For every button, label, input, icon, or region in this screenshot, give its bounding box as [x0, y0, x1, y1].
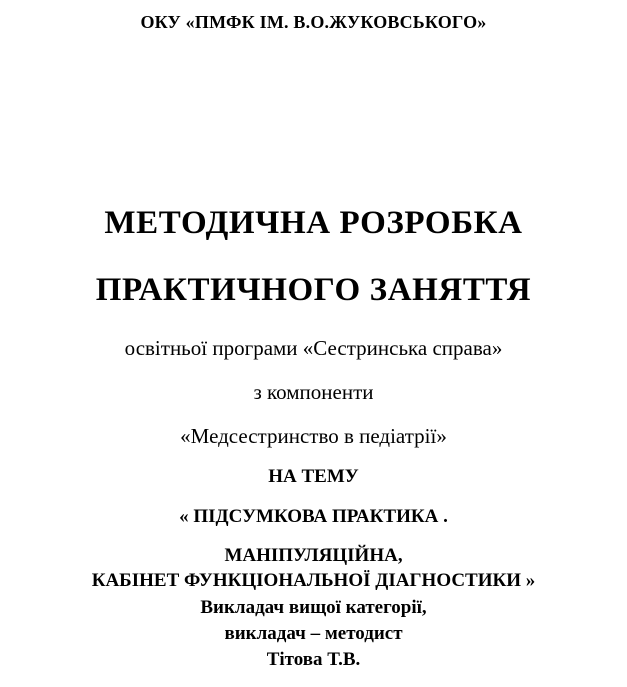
topic-line-3: КАБІНЕТ ФУНКЦІОНАЛЬНОЇ ДІАГНОСТИКИ »: [91, 570, 536, 591]
topic-line-1: « ПІДСУМКОВА ПРАКТИКА .: [179, 506, 448, 527]
discipline-name: «Медсестринство в педіатрії»: [180, 424, 447, 448]
document-title-line-2: ПРАКТИЧНОГО ЗАНЯТТЯ: [95, 272, 532, 308]
topic-line-2: МАНІПУЛЯЦІЙНА,: [224, 545, 403, 566]
author-position: Викладач вищої категорії,: [200, 597, 427, 618]
topic-label: НА ТЕМУ: [268, 466, 359, 487]
author-name: Тітова Т.В.: [266, 649, 361, 670]
document-title-line-1: МЕТОДИЧНА РОЗРОБКА: [104, 205, 523, 241]
component-label: з компоненти: [253, 380, 374, 404]
institution-header: ОКУ «ПМФК ІМ. В.О.ЖУКОВСЬКОГО»: [140, 12, 487, 32]
author-role: викладач – методист: [224, 623, 403, 644]
program-line: освітньої програми «Сестринська справа»: [124, 336, 503, 360]
